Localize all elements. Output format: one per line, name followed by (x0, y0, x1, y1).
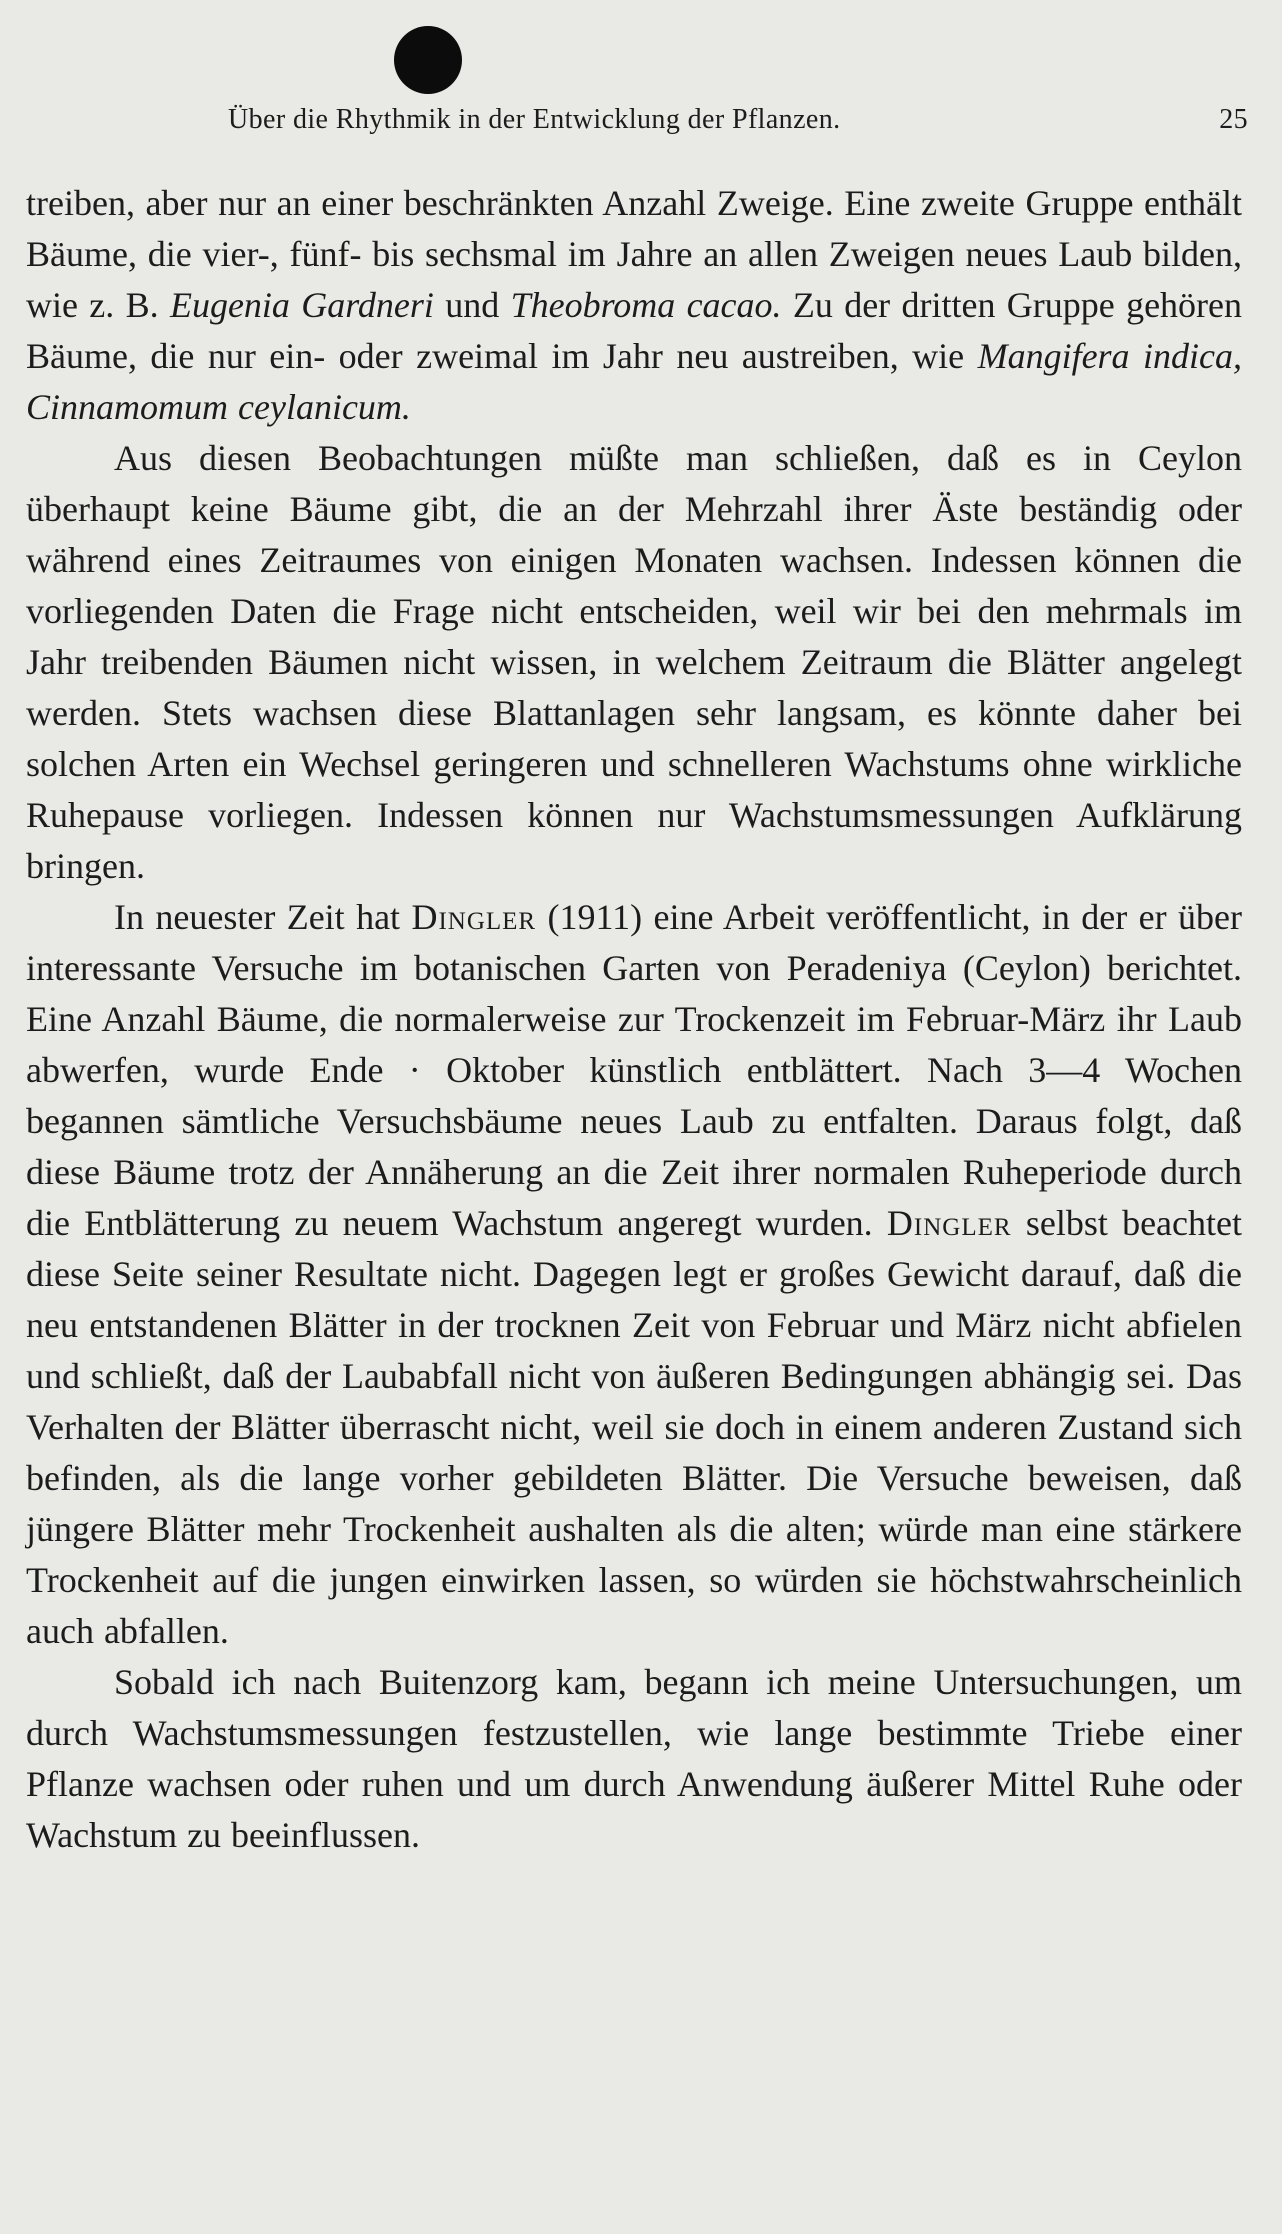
text-run: und (433, 285, 511, 325)
running-title: Über die Rhythmik in der Entwicklung der Pflanzen. (228, 104, 841, 135)
punch-hole-mark (394, 26, 462, 94)
text-run: (1911) eine Arbeit veröffentlicht, in der er über interessante Versuche im botanischen Garten von Peradeniya (Ceylon) berichtet. Eine Anzahl Bäume, die normalerweise zur Trockenzeit im Februar-März ihr Laub abwerfen, wurde Ende · Oktober künstlich entblättert. Nach 3—4 Wochen begannen sämtliche Versuchsbäume neues Laub zu entfalten. Daraus folgt, daß diese Bäume trotz der Annäherung an die Zeit ihrer normalen Ruheperiode durch die Entblätterung zu neuem Wachstum angeregt wurden. (26, 897, 1242, 1243)
text-run: Aus diesen Beobachtungen müßte man schließen, daß es in Ceylon überhaupt keine Bäume gibt, die an der Mehrzahl ihrer Äste beständig oder während eines Zeitraumes von einigen Monaten wachsen. Indessen können die vorliegenden Daten die Frage nicht entscheiden, weil wir bei den mehrmals im Jahr treibenden Bäumen nicht wissen, in welchem Zeitraum die Blätter angelegt werden. Stets wachsen diese Blattanlagen sehr langsam, es könnte daher bei solchen Arten ein Wechsel geringeren und schnelleren Wachstums ohne wirkliche Ruhepause vorliegen. Indessen können nur Wachstumsmessungen Aufklärung bringen. (26, 438, 1242, 886)
body-paragraph (26, 178, 1242, 433)
italic-species-name: Mangifera indica, Cinnamomum ceylanicum. (26, 336, 1242, 427)
body-paragraph (26, 892, 1242, 1657)
italic-species-name: Eugenia Gardneri (169, 285, 434, 325)
author-name: Dingler (886, 1203, 1012, 1243)
author-name: Dingler (411, 897, 537, 937)
body-paragraph (26, 1657, 1242, 1861)
text-run: In neuester Zeit hat (114, 897, 412, 937)
body-text (26, 178, 1242, 1861)
running-head (0, 100, 1282, 144)
text-run: treiben, aber nur an einer beschränkten Anzahl Zweige. Eine zweite Gruppe enthält Bäume, die vier-, fünf- bis sechsmal im Jahre an allen Zweigen neues Laub bilden, wie z. B. (26, 183, 1242, 325)
text-run: Zu der dritten Gruppe gehören Bäume, die nur ein- oder zweimal im Jahr neu austreiben, wie (26, 285, 1243, 376)
text-run: Sobald ich nach Buitenzorg kam, begann ich meine Untersuchungen, um durch Wachstumsmessungen festzustellen, wie lange bestimmte Triebe einer Pflanze wachsen oder ruhen und um durch Anwendung äußerer Mittel Ruhe oder Wachstum zu beeinflussen. (26, 1662, 1242, 1855)
italic-species-name: Theobroma cacao. (510, 285, 782, 325)
body-paragraph (26, 433, 1242, 892)
page-number: 25 (1219, 104, 1248, 135)
text-run: selbst beachtet diese Seite seiner Resultate nicht. Dagegen legt er großes Gewicht darauf, daß die neu entstandenen Blätter in der trocknen Zeit von Februar und März nicht abfielen und schließt, daß der Laubabfall nicht von äußeren Bedingungen abhängig sei. Das Verhalten der Blätter überrascht nicht, weil sie doch in einem anderen Zustand sich befinden, als die lange vorher gebildeten Blätter. Die Versuche beweisen, daß jüngere Blätter mehr Trockenheit aushalten als die alten; würde man eine stärkere Trockenheit auf die jungen einwirken lassen, so würden sie höchstwahrscheinlich auch abfallen. (26, 1203, 1242, 1651)
